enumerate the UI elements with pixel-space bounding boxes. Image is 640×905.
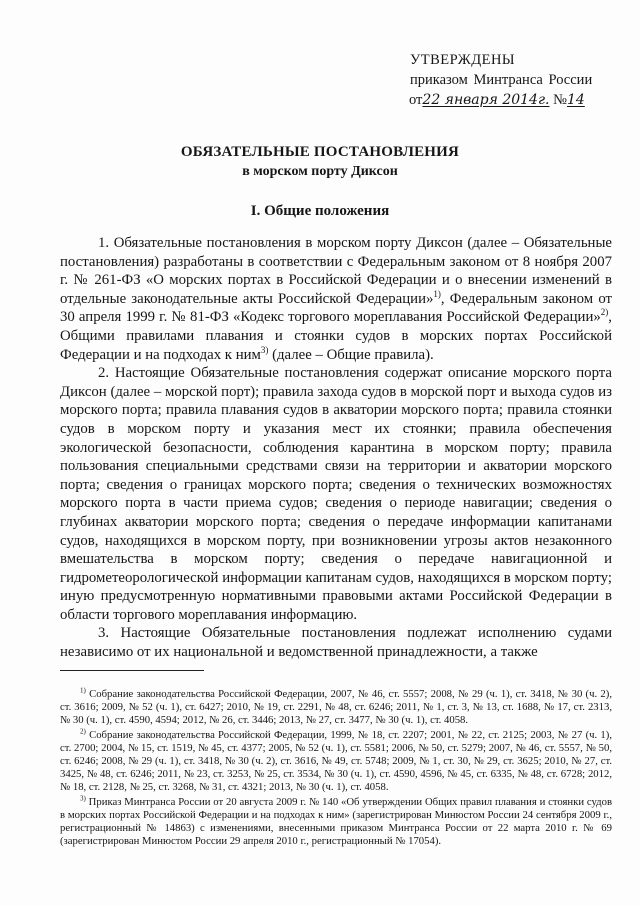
footnote-3-mark: 3)	[80, 794, 86, 803]
document-title: ОБЯЗАТЕЛЬНЫЕ ПОСТАНОВЛЕНИЯ	[180, 144, 460, 160]
paragraph-1-part-b: , Федеральным законом от 30 апреля 1999 г. № 81-ФЗ «Кодекс торгового мореплавания Российской Федерации»	[60, 290, 612, 326]
paragraph-1-part-d: (далее – Общие правила).	[268, 346, 434, 363]
footnote-2	[60, 729, 612, 793]
footnote-3	[60, 796, 612, 847]
date-prefix: от	[409, 92, 423, 108]
footnote-1	[60, 688, 612, 726]
document-subtitle: в морском порту Диксон	[242, 164, 398, 179]
approval-order-text: приказом Минтранса России	[410, 72, 593, 88]
handwritten-number: 14	[566, 92, 585, 108]
footnote-separator	[60, 670, 204, 671]
footnote-1-mark: 1)	[80, 686, 86, 695]
footnotes	[60, 688, 612, 851]
number-label: №	[553, 92, 567, 108]
approval-dateline	[409, 90, 610, 110]
document-body	[60, 234, 612, 662]
handwritten-date: 22 января 2014г.	[422, 92, 550, 108]
footnote-2-text: Собрание законодательства Российской Федерации, 1999, № 18, ст. 2207; 2001, № 22, ст. 2125; 2003, № 27 (ч. 1), ст. 2700; 2004, № 15, ст. 1519, № 45, ст. 4377; 2005, № 52 (ч. 1), ст. 5581; 2006, № 50, ст. 5279; 2007, № 46, ст. 5557, № 50, ст. 6246; 2008, № 29 (ч. 1), ст. 3418, № 30 (ч. 2), ст. 3616, № 49, ст. 5748; 2009, № 1, ст. 30, № 29, ст. 3625; 2010, № 27, ст. 3425, № 48, ст. 6246; 2011, № 23, ст. 3253, № 25, ст. 3534, № 30 (ч. 1), ст. 4590, 4596, № 45, ст. 6335, № 48, ст. 6728; 2012, № 18, ст. 2128, № 25, ст. 3268, № 31, ст. 4321; 2013, № 30 (ч. 1), ст. 4058.	[60, 729, 612, 793]
section-heading: I. Общие положения	[250, 203, 390, 219]
footnote-ref-2: 2)	[600, 307, 609, 318]
approval-title: УТВЕРЖДЕНЫ	[410, 52, 516, 68]
footnote-1-text: Собрание законодательства Российской Федерации, 2007, № 46, ст. 5557; 2008, № 29 (ч. 1), ст. 3418, № 30 (ч. 2), ст. 3616; 2009, № 52 (ч. 1), ст. 6427; 2010, № 19, ст. 2291, № 48, ст. 6246; 2011, № 1, ст. 3, № 13, ст. 1688, № 17, ст. 2313, № 30 (ч. 1), ст. 4590, 4594; 2012, № 26, ст. 3446; 2013, № 27, ст. 3477, № 30 (ч. 1), ст. 4058.	[60, 688, 612, 726]
paragraph-1	[60, 234, 612, 364]
paragraph-2: 2. Настоящие Обязательные постановления содержат описание морского порта Диксон (далее – морской порт); правила захода судов в морской порт и выхода судов из морского порта; правила плавания судов в акватории морского порта; правила стоянки судов в морском порту и указания мест их стоянки; правила обеспечения экологической безопасности, соблюдения карантина в морском порту; правила пользования специальными средствами связи на территории и акватории морского порта; сведения о границах морского порта; сведения о технических возможностях морского порта в части приема судов; сведения о периоде навигации; сведения о глубинах акватории морского порта; сведения о передаче информации капитанами судов, находящихся в морском порту, при возникновении угрозы актов незаконного вмешательства в морском порту; сведения о передаче навигационной и гидрометеорологической информации капитанам судов, находящихся в морском порту; иную предусмотренную нормативными правовыми актами Российской Федерации в области торгового мореплавания информацию.	[60, 365, 612, 623]
footnote-ref-1: 1)	[433, 288, 441, 299]
footnote-ref-3: 3)	[260, 344, 269, 355]
footnote-2-mark: 2)	[80, 727, 86, 736]
paragraph-3: 3. Настоящие Обязательные постановления подлежат исполнению судами независимо от их национальной и ведомственной принадлежности, а также	[60, 625, 612, 661]
paragraph-1-part-c: , Общими правилами плавания и стоянки судов в морских портах Российской Федерации и на подходах к ним	[60, 309, 612, 363]
footnote-3-text: Приказ Минтранса России от 20 августа 2009 г. № 140 «Об утверждении Общих правил плавания и стоянки судов в морских портах Российской Федерации и на подходах к ним» (зарегистрирован Минюстом России 24 сентября 2009 г., регистрационный № 14863) с изменениями, внесенными приказом Минтранса России от 22 марта 2010 г. № 69 (зарегистрирован Минюстом России 29 апреля 2010 г., регистрационный № 17054).	[60, 796, 612, 847]
approval-stamp	[406, 50, 610, 110]
paragraph-1-part-a: 1. Обязательные постановления в морском порту Диксон (далее – Обязательные постановления) разработаны в соответствии с Федеральным законом от 8 ноября 2007 г. № 261-ФЗ «О морских портах в Российской Федерации и о внесении изменений в отдельные законодательные акты Российской Федерации»	[60, 235, 612, 307]
